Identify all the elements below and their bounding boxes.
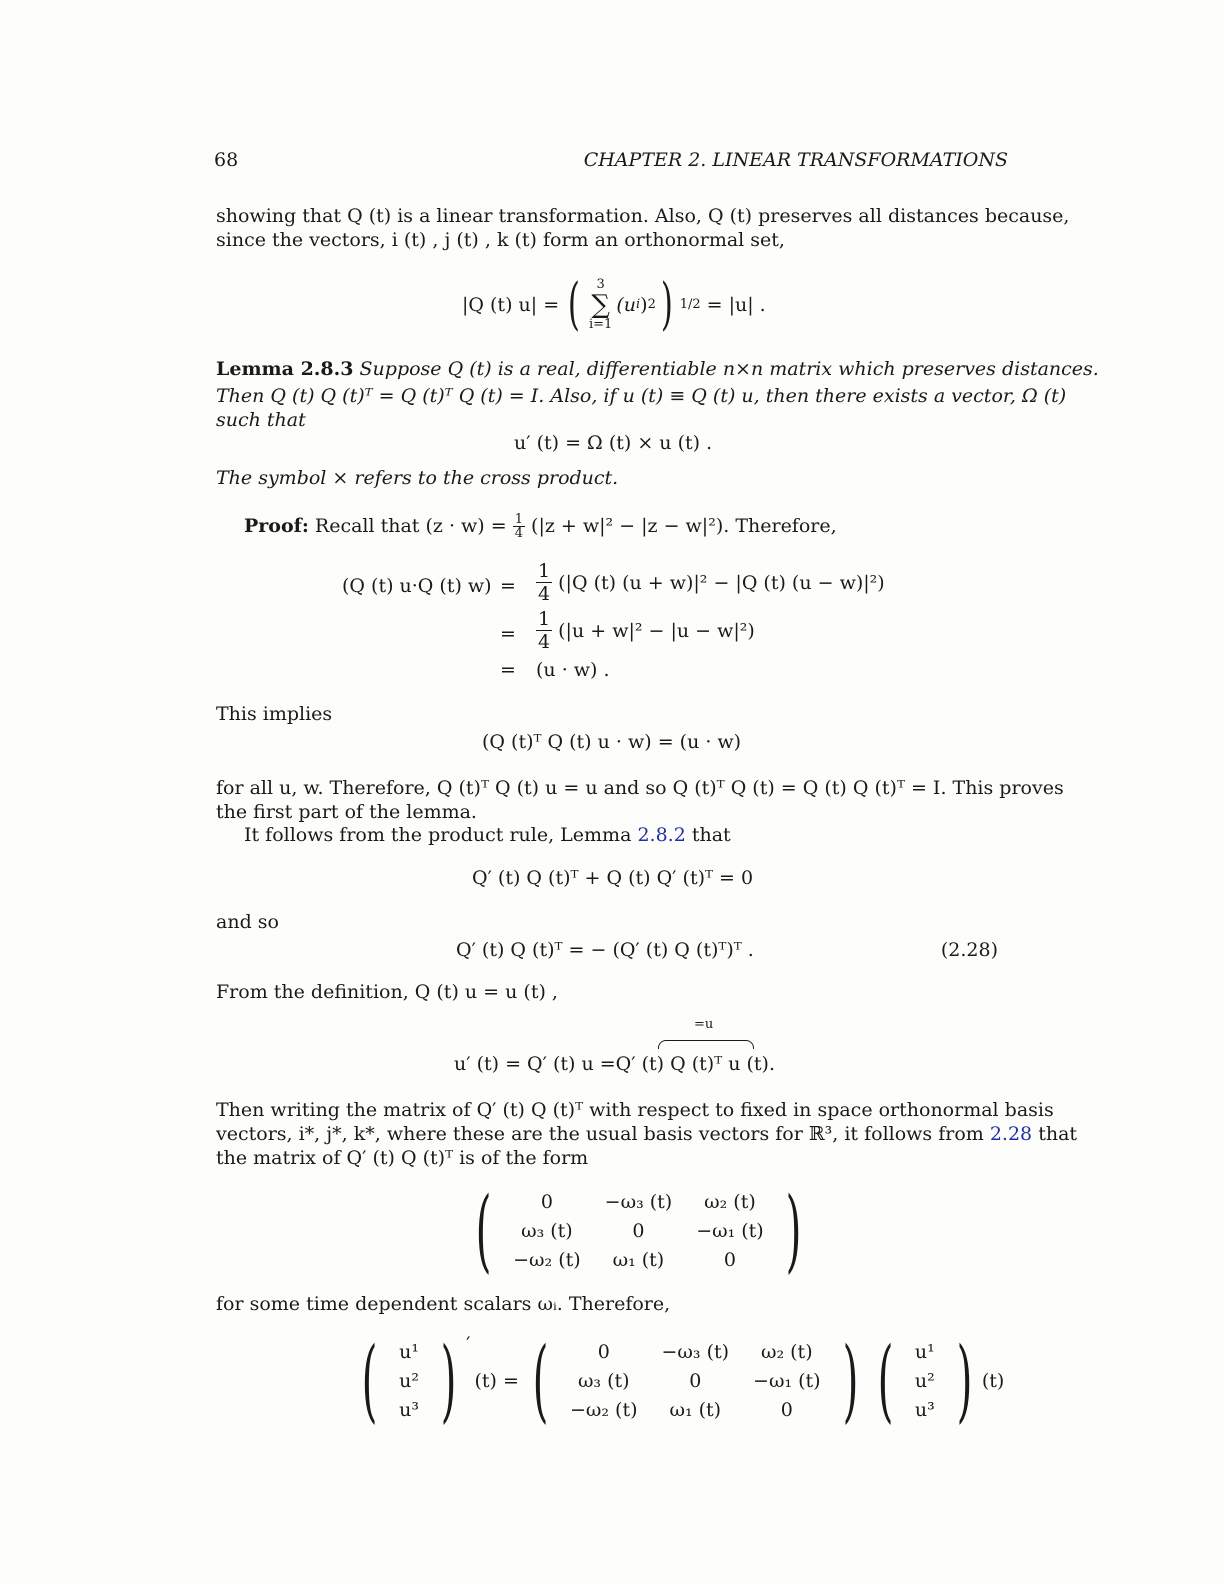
- matrix-cell: 0: [689, 1370, 702, 1392]
- right-paren: ): [660, 272, 673, 337]
- page-number: 68: [214, 149, 239, 171]
- omega-matrix: [466, 1178, 811, 1283]
- align-row2: [536, 608, 755, 653]
- vec-entry: u³: [399, 1399, 419, 1421]
- lemma-line1: [216, 357, 1099, 381]
- matrix-cell: −ω₂ (t): [569, 1399, 638, 1421]
- matrix-cell: −ω₁ (t): [696, 1220, 764, 1242]
- vec-entry: u³: [914, 1399, 935, 1421]
- matrix-row: [558, 1396, 833, 1425]
- matrix-cell: 0: [632, 1220, 645, 1242]
- final-matrix-open: (: [532, 1328, 549, 1433]
- matrix-cell: ω₂ (t): [761, 1341, 813, 1363]
- row2-den: 4: [538, 631, 551, 653]
- cross-product-note: The symbol × refers to the cross product.: [216, 467, 619, 489]
- brace-eq-left: u′ (t) = Q′ (t) u =Q′ (t): [454, 1053, 665, 1075]
- sum-lower: i=1: [588, 317, 613, 332]
- matrix-cell: −ω₁ (t): [753, 1370, 821, 1392]
- lemma-link[interactable]: 2.8.2: [637, 824, 686, 846]
- matrix-cell: 0: [780, 1399, 793, 1421]
- proof-line: [244, 508, 837, 544]
- matrix-cell: ω₃ (t): [577, 1370, 630, 1392]
- row2-fraction: [536, 608, 552, 653]
- row1-fraction: [536, 560, 552, 605]
- from-definition: From the definition, Q (t) u = u (t) ,: [216, 981, 558, 1003]
- para2-line3: [244, 823, 731, 847]
- vec-entry: u²: [399, 1370, 419, 1392]
- lemma-line3: such that: [216, 409, 306, 431]
- eq-norm-body-close: ): [640, 294, 648, 316]
- final-matrix-close: ): [842, 1328, 859, 1433]
- para3-line1: Then writing the matrix of Q′ (t) Q (t)ᵀ with respect to fixed in space orthonormal basis: [216, 1099, 1054, 1121]
- final-equation: [352, 1328, 1005, 1433]
- vec-left-close: ): [440, 1328, 457, 1433]
- lemma-equation: u′ (t) = Ω (t) × u (t) .: [514, 432, 713, 454]
- matrix-right-paren: ): [785, 1178, 802, 1283]
- this-implies: This implies: [216, 703, 333, 725]
- frac-den: 4: [514, 525, 523, 541]
- running-title: CHAPTER 2. LINEAR TRANSFORMATIONS: [583, 149, 1008, 171]
- matrix-cell: 0: [723, 1249, 736, 1271]
- row1-den: 4: [538, 583, 551, 605]
- frac-num: 1: [514, 511, 523, 527]
- proof-text-before: Recall that (z · w) =: [314, 515, 507, 537]
- omega-matrix-table: [501, 1188, 776, 1275]
- equation-number: (2.28): [940, 939, 998, 961]
- equation-2-28: Q′ (t) Q (t)ᵀ = − (Q′ (t) Q (t)ᵀ)ᵀ .: [456, 939, 754, 961]
- overbrace: [658, 1040, 754, 1049]
- eq-norm-body: (u: [616, 294, 636, 316]
- proof-text-after: . Therefore,: [723, 515, 837, 537]
- sigma-icon: ∑: [591, 290, 610, 320]
- left-paren: (: [568, 272, 581, 337]
- matrix-cell: −ω₃ (t): [661, 1341, 730, 1363]
- para3-line2-before: vectors, i*, j*, k*, where these are the usual basis vectors for ℝ³, it follows from: [216, 1123, 984, 1145]
- proof-label: Proof:: [244, 515, 309, 537]
- prime-mark: ′: [466, 1333, 471, 1355]
- eq-link-2-28[interactable]: 2.28: [989, 1123, 1033, 1145]
- para3-line2-after: that: [1038, 1123, 1078, 1145]
- row2-num: 1: [538, 608, 551, 630]
- vec-right-open: (: [877, 1328, 894, 1433]
- matrix-row: [501, 1188, 776, 1217]
- sum-operator: [589, 278, 612, 332]
- sum-upper: 3: [596, 277, 605, 292]
- and-so: and so: [216, 911, 279, 933]
- row1-body: (|Q (t) (u + w)|² − |Q (t) (u − w)|²): [558, 571, 885, 594]
- vec-entry: u¹: [914, 1341, 935, 1363]
- matrix-row: [558, 1367, 833, 1396]
- para1-line2: since the vectors, i (t) , j (t) , k (t) form an orthonormal set,: [216, 229, 785, 251]
- matrix-cell: 0: [597, 1341, 610, 1363]
- matrix-cell: 0: [540, 1191, 553, 1213]
- vec-right: [903, 1338, 947, 1425]
- para3-line2: [216, 1122, 1078, 1146]
- para3-line3: the matrix of Q′ (t) Q (t)ᵀ is of the form: [216, 1147, 589, 1169]
- align-eq1: =: [500, 575, 516, 597]
- brace-eq-end: .: [768, 1053, 776, 1075]
- lemma-text1: Suppose Q (t) is a real, differentiable n×n matrix which preserves distances.: [359, 358, 1099, 380]
- para2-line3-before: It follows from the product rule, Lemma: [244, 824, 632, 846]
- align-row3: (u · w) .: [536, 659, 610, 681]
- align-eq2: =: [500, 623, 516, 645]
- eq-norm-rhs: = |u| .: [706, 294, 766, 316]
- eq-norm-lhs: |Q (t) u| =: [462, 294, 560, 316]
- matrix-row: [501, 1217, 776, 1246]
- equation-norm: |Q (t) u| = ( 3 ∑ i=1 (u i ) 2 ) 1/2 = |u| .: [462, 272, 766, 337]
- matrix-cell: −ω₃ (t): [604, 1191, 673, 1213]
- row1-num: 1: [538, 560, 551, 582]
- vec-entry: u²: [914, 1370, 935, 1392]
- row2-body: (|u + w|² − |u − w|²): [558, 619, 755, 642]
- vec-entry: u¹: [399, 1341, 419, 1363]
- matrix-cell: ω₂ (t): [704, 1191, 756, 1213]
- matrix-cell: ω₃ (t): [521, 1220, 573, 1242]
- matrix-row: [558, 1338, 833, 1367]
- vec-left-open: (: [361, 1328, 378, 1433]
- para2-line1: for all u, w. Therefore, Q (t)ᵀ Q (t) u = u and so Q (t)ᵀ Q (t) = Q (t) Q (t)ᵀ = I. This proves: [216, 777, 1064, 799]
- matrix-cell: −ω₂ (t): [513, 1249, 581, 1271]
- para2-line2: the first part of the lemma.: [216, 801, 477, 823]
- vec-right-close: ): [956, 1328, 973, 1433]
- vec-left: [387, 1338, 431, 1425]
- quarter-fraction: [513, 513, 525, 540]
- lemma-label: Lemma 2.8.3: [216, 358, 354, 380]
- align-row1: [536, 560, 885, 605]
- para2-line3-after: that: [691, 824, 731, 846]
- final-mid: (t) =: [474, 1370, 519, 1392]
- final-matrix: [558, 1338, 833, 1425]
- final-end: (t): [981, 1370, 1005, 1392]
- matrix-cell: ω₁ (t): [669, 1399, 722, 1421]
- proof-text-mid: (|z + w|² − |z − w|²): [531, 515, 724, 537]
- product-rule-equation: Q′ (t) Q (t)ᵀ + Q (t) Q′ (t)ᵀ = 0: [472, 867, 754, 889]
- para1-line1: showing that Q (t) is a linear transformation. Also, Q (t) preserves all distances because,: [216, 205, 1070, 227]
- implies-equation: (Q (t)ᵀ Q (t) u · w) = (u · w): [482, 731, 742, 753]
- matrix-row: [501, 1246, 776, 1275]
- matrix-left-paren: (: [475, 1178, 492, 1283]
- align-lhs: (Q (t) u·Q (t) w): [342, 575, 492, 597]
- matrix-cell: ω₁ (t): [612, 1249, 665, 1271]
- brace-label: =u: [694, 1017, 714, 1032]
- align-eq3: =: [500, 659, 516, 681]
- para4: for some time dependent scalars ωᵢ. Therefore,: [216, 1293, 671, 1315]
- lemma-line2: Then Q (t) Q (t)ᵀ = Q (t)ᵀ Q (t) = I. Also, if u (t) ≡ Q (t) u, then there exists a vector, Ω (t): [216, 385, 1067, 407]
- brace-eq-under: Q (t)ᵀ u (t): [670, 1053, 769, 1075]
- brace-equation: [454, 1052, 775, 1076]
